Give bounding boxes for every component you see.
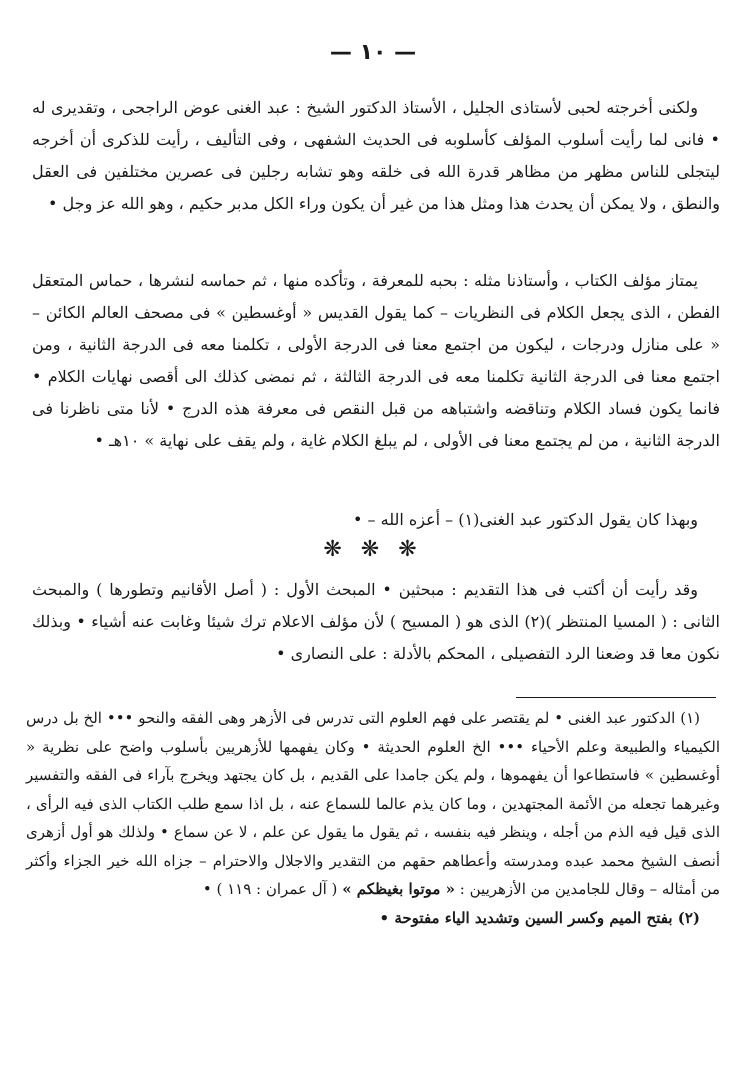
footnote-1-reference: ( آل عمران : ١١٩ ) •	[202, 880, 338, 898]
paragraph-two-studies	[32, 574, 720, 670]
paragraph-introduction	[32, 92, 720, 220]
paragraph-text: وبهذا كان يقول الدكتور عبد الغنى(١) – أعزه الله – •	[353, 510, 698, 529]
footnote-1-quran-quote: « موتوا بغيظكم »	[342, 880, 456, 898]
section-separator-stars: ❋ ❋ ❋	[323, 537, 423, 562]
footnotes	[26, 704, 720, 932]
page-number: — ١٠ —	[329, 40, 417, 65]
footnote-1	[26, 704, 720, 904]
paragraph-text: ولكنى أخرجته لحبى لأستاذى الجليل ، الأستاذ الدكتور الشيخ : عبد الغنى عوض الراجحى ، وتقديرى له • فانى لما رأيت أسلوب المؤلف كأسلوبه فى الحديث الشفهى ، وفى التأليف ، رأيت للذكرى أن أخرجه ليتجلى للناس مظهر من مظاهر قدرة الله فى خلقه وهو تشابه رجلين فى عصرين مختلفين فى العقل والنطق ، ولا يمكن أن يحدث هذا ومثل هذا من غير أن يكون وراء الكل مدبر حكيم ، وهو الله عز وجل •	[32, 98, 720, 213]
footnote-divider	[516, 697, 716, 698]
footnote-1-text: (١) الدكتور عبد الغنى • لم يقتصر على فهم العلوم التى تدرس فى الأزهر وهى الفقه والنحو ••• الخ بل درس الكيمياء والطبيعة وعلم الأحياء ••• الخ العلوم الحديثة • وكان يفهمها للأزهريين بأسلوب واضح على نظرية « أوغسطين » فاستطاعوا أن يفهموها ، ولم يكن جامدا على القديم ، بل كان يجتهد ويخرج بآراء فى الفقه والتفسير وغيرهما تجعله من الأئمة المجتهدين ، وما كان يذم عالما للسماع عنه ، بل اذا سمع طلب الكتاب الذى فيه الرأى ، الذى قيل فيه الذم من أجله ، وينظر فيه بنفسه ، ثم يقول ما يقول عن علم ، لا عن سماع • ولذلك هو أول أزهرى أنصف الشيخ محمد عبده ومدرسته وأعطاهم حقهم من التقدير والاجلال والاحترام – جزاه الله خير الجزاء وأكثر من أمثاله – وقال للجامدين من الأزهريين :	[26, 709, 720, 898]
paragraph-text: يمتاز مؤلف الكتاب ، وأستاذنا مثله : بحبه للمعرفة ، وتأكده منها ، ثم حماسه لنشرها ، حماس المتعقل الفطن ، الذى يجعل الكلام فى النظريات – كما يقول القديس « أوغسطين » فى مصحف العالم الكائن – « على منازل ودرجات ، ليكون من اجتمع معنا فى الدرجة الأولى ، تكلمنا معه فى الدرجة الثانية ، ومن اجتمع معنا فى الدرجة الثانية تكلمنا معه فى الدرجة الثالثة ، ثم نمضى كذلك الى أقصى نهايات الكلام • فانما يكون فساد الكلام وتناقضه واشتباهه من قبل النقص فى معرفة هذه الدرج • لأنا متى ناظرنا فى الدرجة الثانية ، من لم يجتمع معنا فى الأولى ، لم يبلغ الكلام غاية ، ولم يقف على نهاية » ١٠هـ •	[32, 271, 721, 450]
footnote-2: (٢) بفتح الميم وكسر السين وتشديد الياء مفتوحة •	[379, 908, 700, 927]
paragraph-author-traits	[32, 265, 720, 457]
paragraph-text: وقد رأيت أن أكتب فى هذا التقديم : مبحثين • المبحث الأول : ( أصل الأقانيم وتطورها ) والمبحث الثانى : ( المسيا المنتظر )(٢) الذى هو ( المسيح ) لأن مؤلف الاعلام ترك شيئا وغابت عنه أشياء • وبذلك نكون معا قد وضعنا الرد التفصيلى ، المحكم بالأدلة : على النصارى •	[32, 580, 720, 663]
paragraph-dr-abdelghani	[32, 504, 720, 536]
